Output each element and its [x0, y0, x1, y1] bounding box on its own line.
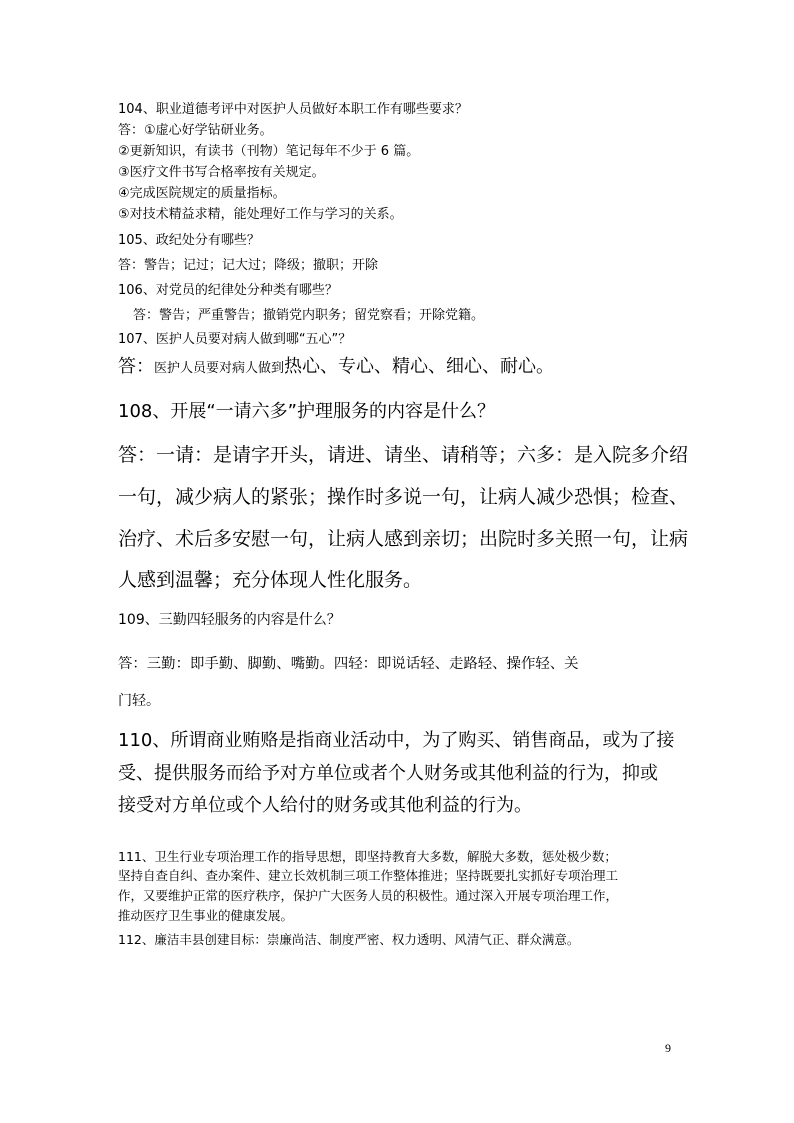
page-number: 9 — [665, 1041, 671, 1055]
q106-question: 106、对党员的纪律处分种类有哪些？ — [118, 283, 338, 298]
item112-text: 112、廉洁丰县创建目标：崇廉尚洁、制度严密、权力透明、风清气正、群众满意。 — [118, 932, 580, 947]
q108-answer-line: 答：一请：是请字开头，请进、请坐、请稍等；六多：是入院多介绍 — [118, 444, 689, 466]
q107-answer-mid: 医护人员要对病人做到 — [154, 361, 285, 376]
item110-line: 110、所谓商业贿赂是指商业活动中，为了购买、销售商品，或为了接 — [118, 730, 675, 751]
item111-line: 坚持自查自纠、查办案件、建立长效机制三项工作整体推进；坚持既要扎实抓好专项治理工 — [118, 868, 619, 883]
q109-answer-line: 门轻。 — [118, 693, 160, 709]
q108-answer-line: 一句，减少病人的紧张；操作时多说一句，让病人减少恐惧；检查、 — [118, 486, 689, 508]
item110-line: 接受对方单位或个人给付的财务或其他利益的行为。 — [118, 795, 532, 816]
q107-answer — [118, 354, 554, 382]
q104-answer-line: ④完成医院规定的质量指标。 — [118, 186, 286, 201]
q104-question: 104、职业道德考评中对医护人员做好本职工作有哪些要求？ — [118, 102, 468, 117]
q107-answer-prefix: 答： — [118, 356, 154, 377]
q105-question: 105、政纪处分有哪些？ — [118, 233, 260, 248]
q105-answer: 答：警告；记过；记大过；降级；撤职；开除 — [118, 258, 379, 273]
q108-question: 108、开展“一请六多”护理服务的内容是什么？ — [118, 401, 496, 422]
item110-line: 受、提供服务而给予对方单位或者个人财务或其他利益的行为，抑或 — [118, 763, 658, 784]
item111-line: 111、卫生行业专项治理工作的指导思想，即坚持教育大多数，解脱大多数，惩处极少数； — [118, 849, 617, 864]
q109-answer-line: 答：三勤：即手勤、脚勤、嘴勤。四轻：即说话轻、走路轻、操作轻、关 — [118, 656, 579, 672]
q104-answer-line: 答：①虚心好学钻研业务。 — [118, 123, 273, 138]
q108-answer-line: 人感到温馨；充分体现人性化服务。 — [118, 569, 423, 591]
item111-line: 作，又要维护正常的医疗秩序，保护广大医务人员的积极性。通过深入开展专项治理工作， — [118, 888, 619, 903]
q108-answer-line: 治疗、术后多安慰一句，让病人感到亲切；出院时多关照一句，让病 — [118, 528, 689, 550]
q104-answer-line: ③医疗文件书写合格率按有关规定。 — [118, 165, 325, 180]
q106-answer: 答：警告；严重警告；撤销党内职务；留党察看；开除党籍。 — [133, 308, 485, 323]
item111-line: 推动医疗卫生事业的健康发展。 — [118, 908, 294, 923]
q104-answer-line: ⑤对技术精益求精，能处理好工作与学习的关系。 — [118, 207, 403, 222]
q109-question: 109、三勤四轻服务的内容是什么？ — [118, 612, 341, 628]
q107-answer-rest: 热心、专心、精心、细心、耐心。 — [284, 356, 555, 377]
q107-question: 107、医护人员要对病人做到哪“五心”？ — [118, 332, 352, 347]
q104-answer-line: ②更新知识，有读书（刊物）笔记每年不少于 6 篇。 — [118, 144, 420, 159]
